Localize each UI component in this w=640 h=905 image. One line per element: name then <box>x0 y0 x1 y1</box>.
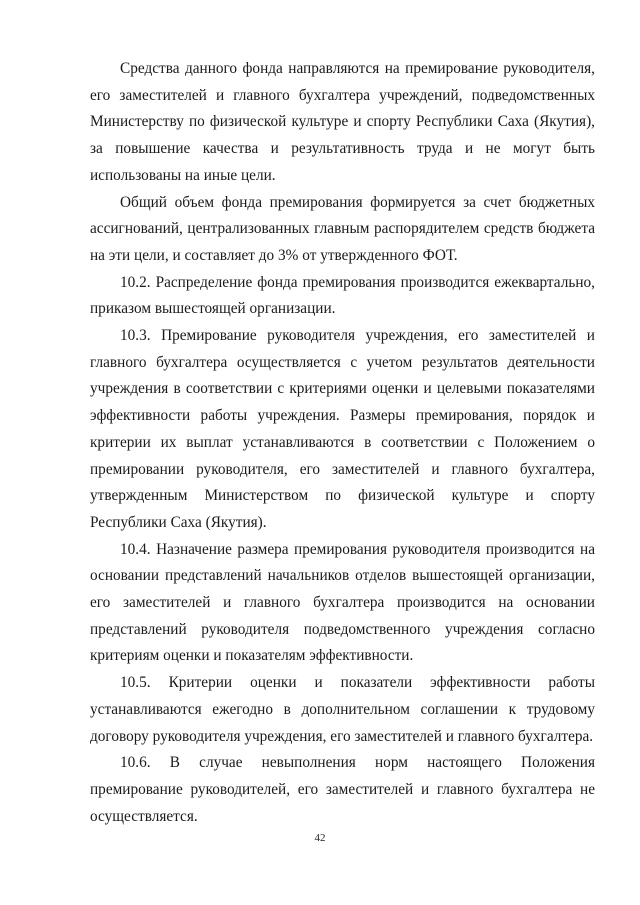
paragraph-10-4: 10.4. Назначение размера премирования руководителя производится на основании представлений начальников отделов вышестоящей организации, его заместителей и главного бухгалтера производится на основании представлений руководителя подведомственного учреждения согласно критериям оценки и показателям эффективности. <box>90 540 595 665</box>
document-page <box>90 56 595 830</box>
paragraph-10-2: 10.2. Распределение фонда премирования производится ежеквартально, приказом вышестоящей организации. <box>90 273 595 318</box>
paragraph-10-5: 10.5. Критерии оценки и показатели эффективности работы устанавливаются ежегодно в дополнительном соглашении к трудовому договору руководителя учреждения, его заместителей и главного бухгалтера. <box>90 674 595 745</box>
page-number: 42 <box>314 832 326 844</box>
paragraph-10-6: 10.6. В случае невыполнения норм настоящего Положения премирование руководителей, его заместителей и главного бухгалтера не осуществляется. <box>90 754 595 825</box>
paragraph-fund-purpose: Средства данного фонда направляются на премирование руководителя, его заместителей и главного бухгалтера учреждений, подведомственных Министерству по физической культуре и спорту Республики Саха (Якутия), за повышение качества и результативность труда и не могут быть использованы на иные цели. <box>90 60 595 184</box>
paragraph-10-3: 10.3. Премирование руководителя учреждения, его заместителей и главного бухгалтера осуществляется с учетом результатов деятельности учреждения в соответствии с критериями оценки и целевыми показателями эффективности работы учреждения. Размеры премирования, порядок и критерии их выплат устанавливаются в соответствии с Положением о премировании руководителя, его заместителей и главного бухгалтера, утвержденным Министерством по физической культуре и спорту Республики Саха (Якутия). <box>90 327 595 531</box>
paragraph-fund-volume: Общий объем фонда премирования формируется за счет бюджетных ассигнований, централизованных главным распорядителем средств бюджета на эти цели, и составляет до 3% от утвержденного ФОТ. <box>90 193 595 264</box>
